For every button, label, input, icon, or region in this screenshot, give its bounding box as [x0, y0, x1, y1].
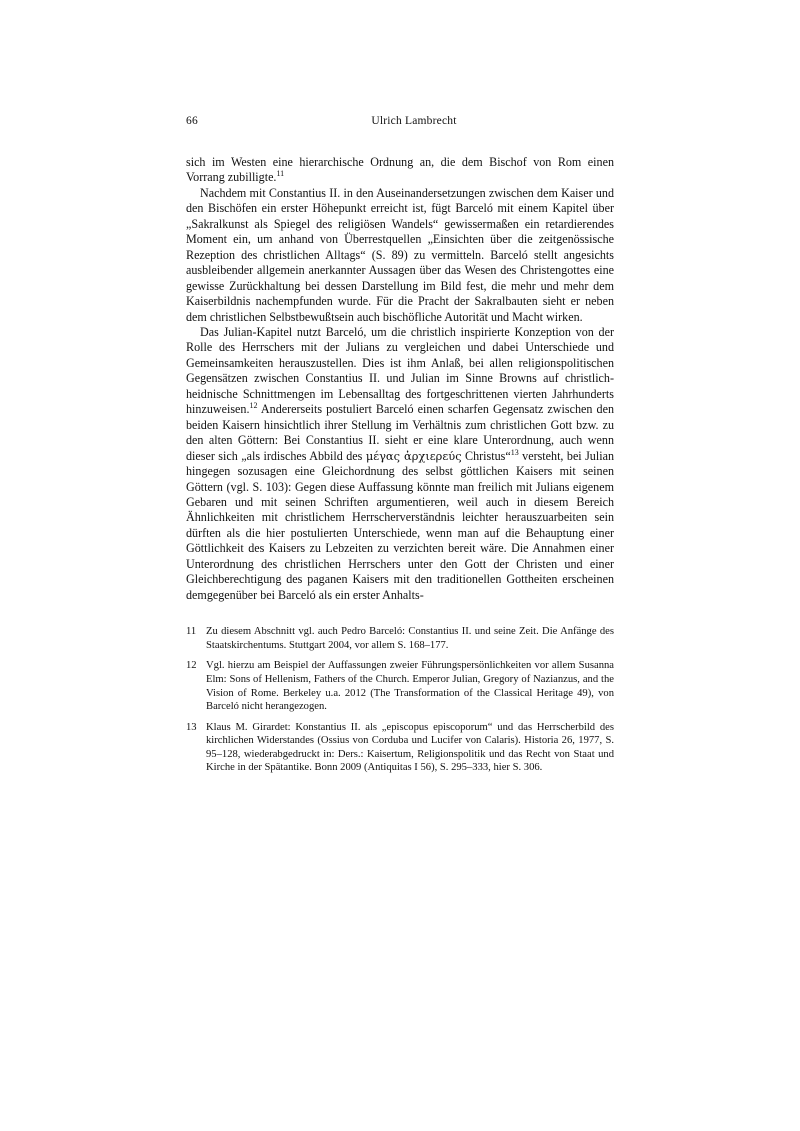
- footnote-number: 12: [186, 660, 197, 672]
- footnotes-section: [186, 625, 614, 775]
- footnote-ref-12: 12: [249, 401, 258, 411]
- footnote-text: Vgl. hierzu am Beispiel der Auffassungen zweier Führungspersönlichkeiten vor allem Susanna Elm: Sons of Hellenism, Fathers of the Church. Emperor Julian, Gregory of Nazianzus, and the Vision of Rome. Berkeley u.a. 2012 (The Transformation of the Classical Heritage 49), von Barceló nicht herangezogen.: [206, 660, 614, 713]
- greek-phrase: μέγας ἀρχιερεύς: [365, 448, 462, 463]
- page-number: 66: [186, 115, 198, 127]
- footnote-ref-11: 11: [276, 169, 285, 179]
- footnote-ref-13: 13: [510, 447, 519, 457]
- footnote-text: Zu diesem Abschnitt vgl. auch Pedro Barceló: Constantius II. und seine Zeit. Die Anfänge des Staatskirchentums. Stuttgart 2004, vor allem S. 168–177.: [206, 626, 614, 651]
- page-content: [186, 115, 614, 782]
- footnote-number: 13: [186, 721, 197, 733]
- running-head: [186, 115, 614, 129]
- footnote-item: [186, 625, 614, 652]
- paragraph-3-part-2: Andererseits postuliert Barceló einen scharfen Gegensatz zwischen den beiden Kaisern hinsichtlich ihrer Stellung im Verhältnis zum christlichen Gott bzw. zu den alten Göttern: Bei Constantius II. sieht er eine klare Unterordnung, auch wenn dieser sich „als irdisches Abbild des: [186, 402, 614, 463]
- paragraph-2: Nachdem mit Constantius II. in den Auseinandersetzungen zwischen dem Kaiser und den Bischöfen ein erster Höhepunkt erreicht ist, fügt Barceló mit einem Kapitel über „Sakralkunst als Spiegel des religiösen Wandels“ gewissermaßen ein retardierendes Moment ein, um anhand von Überrestquellen „Einsichten über die zeitgenössische Rezeption des christlichen Alltags“ (S. 89) zu vermitteln. Barceló stellt angesichts ausbleibender allgemein anerkannter Aussagen über das Wesen des Christengottes eine gewisse Zurückhaltung bei dessen Darstellung im Bild fest, die mehr und mehr dem Kaiserbildnis nachempfunden wurde. Für die Pracht der Sakralbauten sieht er neben dem christlichen Selbstbewußtsein auch bischöfliche Autorität und Macht wirken.: [186, 185, 614, 324]
- footnote-text: Klaus M. Girardet: Konstantius II. als „episcopus episcoporum“ und das Herrscherbild des kirchlichen Widerstandes (Ossius von Corduba und Lucifer von Calaris). Historia 26, 1977, S. 95–128, wiederabgedruckt in: Ders.: Kaisertum, Religionspolitik und das Recht von Staat und Kirche in der Spätantike. Bonn 2009 (Antiquitas I 56), S. 295–333, hier S. 306.: [206, 721, 614, 774]
- paragraph-3-part-4: versteht, bei Julian hingegen sozusagen eine Gleichordnung des selbst göttlichen Kaisers mit seinen Göttern (vgl. S. 103): Gegen diese Auffassung könnte man freilich mit Julians eigenem Gebaren und mit seinen Schriften argumentieren, weil auch in diesem Bereich Ähnlichkeiten mit christlichem Herrscherverständnis leichter herauszuarbeiten sein dürften als die hier postulierten Unterschiede, wenn man auf die Behauptung einer Göttlichkeit des Kaisers zu Lebzeiten zu verzichten bereit wäre. Die Annahmen einer Unterordnung des christlichen Herrschers unter den Gott der Christen und einer Gleichberechtigung des paganen Kaisers mit den traditionellen Gottheiten erscheinen demgegenüber bei Barceló als ein erster Anhalts-: [186, 448, 614, 602]
- paragraph-3-part-3: Christus“: [461, 448, 511, 463]
- paragraph-1: [186, 155, 614, 186]
- footnote-item: [186, 659, 614, 713]
- paragraph-3-part-1: Das Julian-Kapitel nutzt Barceló, um die christlich inspirierte Konzeption von der Rolle des Herrschers mit der Julians zu vergleichen und dabei Unterschiede und Gemeinsamkeiten herauszustellen. Dies ist ihm Anlaß, bei allen religionspolitischen Gegensätzen zwischen Constantius II. und Julian im Sinne Browns auf christlich-heidnische Schnittmengen im Lebensalltag des fortgeschrittenen vierten Jahrhunderts hinzuweisen.: [186, 324, 614, 417]
- paragraph-3: [186, 325, 614, 603]
- footnote-item: [186, 721, 614, 775]
- footnote-number: 11: [186, 626, 197, 638]
- body-text: [186, 155, 614, 603]
- paragraph-1-text: sich im Westen eine hierarchische Ordnung an, die dem Bischof von Rom einen Vorrang zubilligte.: [186, 155, 614, 185]
- running-head-title: Ulrich Lambrecht: [371, 115, 457, 127]
